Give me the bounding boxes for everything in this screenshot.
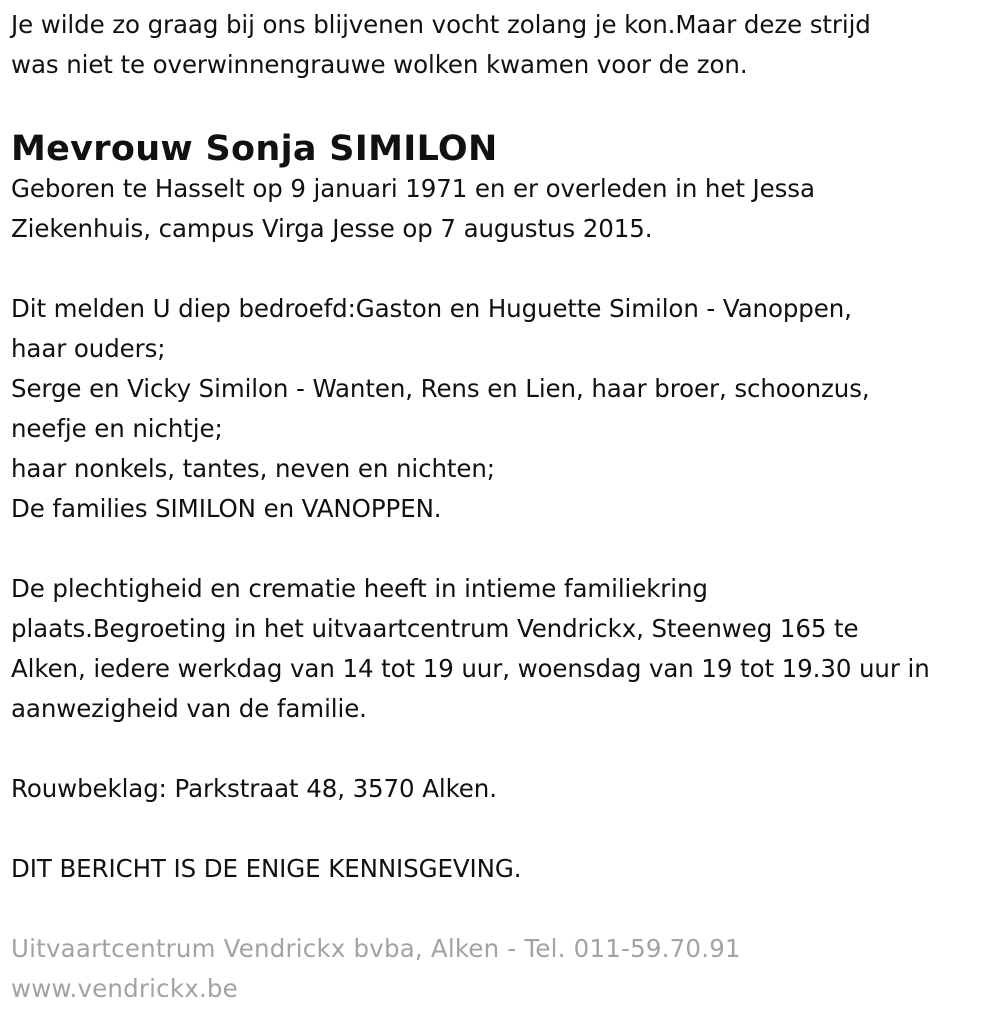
sole-notice: DIT BERICHT IS DE ENIGE KENNISGEVING. bbox=[11, 854, 522, 883]
family-line: haar nonkels, tantes, neven en nichten; bbox=[11, 454, 495, 483]
info-line: Ziekenhuis, campus Virga Jesse op 7 augustus 2015. bbox=[11, 214, 653, 243]
poem-line: was niet te overwinnengrauwe wolken kwamen voor de zon. bbox=[11, 50, 748, 79]
ceremony-line: Alken, iedere werkdag van 14 tot 19 uur, woensdag van 19 tot 19.30 uur in bbox=[11, 654, 930, 683]
family-announcement bbox=[11, 289, 994, 529]
poem-quote bbox=[11, 5, 994, 85]
funeral-home-website[interactable]: www.vendrickx.be bbox=[11, 974, 238, 1003]
spacer bbox=[11, 249, 994, 289]
spacer bbox=[11, 529, 994, 569]
birth-death-info bbox=[11, 169, 994, 249]
info-line: Geboren te Hasselt op 9 januari 1971 en er overleden in het Jessa bbox=[11, 174, 815, 203]
family-line: haar ouders; bbox=[11, 334, 166, 363]
spacer bbox=[11, 809, 994, 849]
spacer bbox=[11, 729, 994, 769]
condolences-address-block bbox=[11, 769, 994, 809]
poem-line: Je wilde zo graag bij ons blijvenen vocht zolang je kon.Maar deze strijd bbox=[11, 10, 871, 39]
ceremony-line: plaats.Begroeting in het uitvaartcentrum Vendrickx, Steenweg 165 te bbox=[11, 614, 859, 643]
funeral-home-footer bbox=[11, 929, 994, 1009]
family-line: Dit melden U diep bedroefd:Gaston en Huguette Similon - Vanoppen, bbox=[11, 294, 852, 323]
funeral-home-contact: Uitvaartcentrum Vendrickx bvba, Alken - Tel. 011-59.70.91 bbox=[11, 934, 741, 963]
ceremony-line: De plechtigheid en crematie heeft in intieme familiekring bbox=[11, 574, 708, 603]
ceremony-line: aanwezigheid van de familie. bbox=[11, 694, 367, 723]
family-line: Serge en Vicky Similon - Wanten, Rens en Lien, haar broer, schoonzus, bbox=[11, 374, 870, 403]
family-line: neefje en nichtje; bbox=[11, 414, 223, 443]
ceremony-info bbox=[11, 569, 994, 729]
deceased-name: Mevrouw Sonja SIMILON bbox=[11, 129, 498, 169]
family-line: De families SIMILON en VANOPPEN. bbox=[11, 494, 442, 523]
spacer bbox=[11, 889, 994, 929]
notice-block bbox=[11, 849, 994, 889]
condolences-address: Rouwbeklag: Parkstraat 48, 3570 Alken. bbox=[11, 774, 497, 803]
